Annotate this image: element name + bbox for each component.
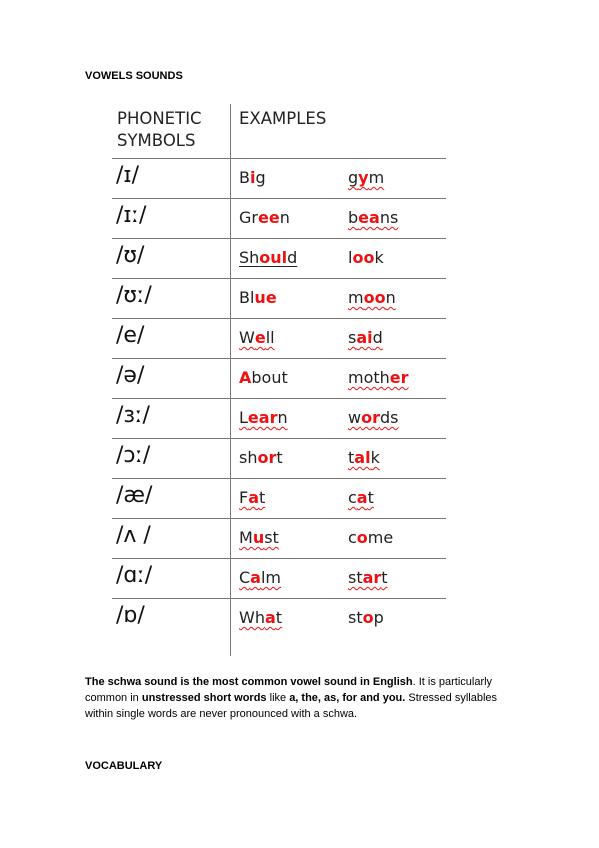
example-word-2 xyxy=(348,328,383,347)
word xyxy=(239,608,282,627)
table-row xyxy=(112,279,446,319)
word xyxy=(239,488,265,507)
phonetic-symbol: /e/ xyxy=(116,323,145,348)
example-word-1 xyxy=(239,448,283,467)
phonetic-symbol: /ə/ xyxy=(116,363,145,388)
phonetic-symbol: /ɔː/ xyxy=(116,443,151,468)
highlighted-letters: or xyxy=(361,408,380,427)
letters: t xyxy=(259,488,266,507)
letters: n xyxy=(279,208,290,227)
highlighted-letters: i xyxy=(249,168,256,187)
letters: M xyxy=(239,528,253,547)
para-text-3: Stressed syllables within single words are never pronounced with a schwa. xyxy=(85,692,498,720)
highlighted-letters: ea xyxy=(358,208,380,227)
table-row xyxy=(112,199,446,239)
word xyxy=(239,408,288,427)
letters: t xyxy=(367,488,374,507)
header-phonetic-symbols xyxy=(117,108,227,152)
letters: c xyxy=(348,528,357,547)
letters: moth xyxy=(348,368,390,387)
section-heading-vowels: VOWELS SOUNDS xyxy=(85,70,183,82)
example-word-1 xyxy=(239,208,290,227)
word xyxy=(348,328,383,347)
highlighted-letters: u xyxy=(252,528,265,547)
example-word-2 xyxy=(348,568,388,587)
word xyxy=(348,568,388,587)
word xyxy=(348,408,398,427)
phonetic-symbol: /ʌ / xyxy=(116,523,151,548)
highlighted-letters: al xyxy=(354,448,371,467)
phonetic-table xyxy=(112,98,446,658)
phonetic-symbol: /ɪː/ xyxy=(116,203,147,228)
para-text-2: like xyxy=(266,692,290,704)
example-word-2 xyxy=(348,208,398,227)
letters: ll xyxy=(265,328,275,347)
para-bold-2: unstressed short words xyxy=(141,692,267,704)
phonetic-symbol: /æ/ xyxy=(116,483,153,508)
letters: m xyxy=(368,168,385,187)
word xyxy=(239,528,279,547)
example-word-1 xyxy=(239,568,281,587)
highlighted-letters: a xyxy=(356,488,368,507)
letters: w xyxy=(348,408,362,427)
example-word-1 xyxy=(239,608,282,627)
word xyxy=(348,248,384,267)
letters: b xyxy=(348,208,359,227)
letters: Bl xyxy=(239,288,255,307)
word xyxy=(239,328,275,347)
letters: d xyxy=(372,328,383,347)
word xyxy=(239,568,281,587)
letters: t xyxy=(348,448,355,467)
letters: s xyxy=(348,328,357,347)
word xyxy=(239,168,266,187)
letters: t xyxy=(276,448,283,467)
highlighted-letters: or xyxy=(257,448,277,467)
word xyxy=(348,528,393,547)
highlighted-letters: o xyxy=(356,528,368,547)
example-word-2 xyxy=(348,608,384,627)
letters: d xyxy=(287,248,298,267)
letters: ds xyxy=(379,408,399,427)
highlighted-letters: e xyxy=(254,328,266,347)
example-word-2 xyxy=(348,288,396,307)
example-word-1 xyxy=(239,248,297,267)
letters: Gr xyxy=(239,208,258,227)
highlighted-letters: oo xyxy=(363,288,386,307)
example-word-1 xyxy=(239,528,279,547)
example-word-1 xyxy=(239,488,265,507)
word xyxy=(348,288,396,307)
highlighted-letters: ar xyxy=(362,568,382,587)
word xyxy=(239,368,288,387)
letters: lm xyxy=(260,568,281,587)
letters: W xyxy=(239,328,255,347)
word xyxy=(348,368,409,387)
word xyxy=(348,448,380,467)
para-bold-3: a, the, as, for and you. xyxy=(289,692,406,704)
letters: st xyxy=(348,608,363,627)
header-examples: EXAMPLES xyxy=(239,109,327,128)
para-bold-1: The schwa sound is the most common vowel sound in English xyxy=(85,676,413,688)
letters: L xyxy=(239,408,248,427)
letters: m xyxy=(348,288,364,307)
example-word-1 xyxy=(239,368,288,387)
letters: Wh xyxy=(239,608,265,627)
letters: me xyxy=(367,528,394,547)
highlighted-letters: a xyxy=(264,608,276,627)
letters: C xyxy=(239,568,251,587)
word xyxy=(239,248,297,267)
example-word-2 xyxy=(348,408,398,427)
letters: g xyxy=(255,168,266,187)
word xyxy=(239,208,290,227)
example-word-2 xyxy=(348,248,384,267)
highlighted-letters: a xyxy=(250,568,261,587)
letters: c xyxy=(348,488,357,507)
letters: n xyxy=(385,288,396,307)
example-word-2 xyxy=(348,448,380,467)
highlighted-letters: ear xyxy=(247,408,278,427)
letters: t xyxy=(275,608,283,627)
word xyxy=(239,448,283,467)
example-word-2 xyxy=(348,368,409,387)
letters: k xyxy=(374,248,384,267)
table-row xyxy=(112,479,446,519)
para-text-1: . It is particularly common in xyxy=(85,676,493,704)
word xyxy=(348,488,374,507)
phonetic-symbol: /ɑː/ xyxy=(116,563,153,588)
example-word-1 xyxy=(239,288,277,307)
table-row xyxy=(112,319,446,359)
example-word-2 xyxy=(348,528,393,547)
letters: st xyxy=(264,528,279,547)
phonetic-symbol: /ɒ/ xyxy=(116,603,145,628)
example-word-1 xyxy=(239,408,288,427)
highlighted-letters: ue xyxy=(254,288,277,307)
letters: st xyxy=(348,568,363,587)
table-row xyxy=(112,239,446,279)
highlighted-letters: A xyxy=(239,368,252,387)
table-row xyxy=(112,519,446,559)
highlighted-letters: er xyxy=(389,368,409,387)
example-word-1 xyxy=(239,168,266,187)
highlighted-letters: ai xyxy=(356,328,373,347)
phonetic-symbol: /ɜː/ xyxy=(116,403,150,428)
table-row xyxy=(112,559,446,599)
letters: sh xyxy=(239,448,258,467)
phonetic-symbol: /ʊ/ xyxy=(116,243,145,268)
example-word-1 xyxy=(239,328,275,347)
letters: k xyxy=(370,448,380,467)
table-row xyxy=(112,359,446,399)
example-word-2 xyxy=(348,168,384,187)
letters: F xyxy=(239,488,249,507)
letters: Sh xyxy=(239,248,260,267)
table-row xyxy=(112,439,446,479)
highlighted-letters: ee xyxy=(257,208,280,227)
word xyxy=(348,608,384,627)
table-row xyxy=(112,599,446,639)
word xyxy=(348,168,384,187)
example-word-2 xyxy=(348,488,374,507)
phonetic-symbol: /ɪ/ xyxy=(116,163,139,188)
word xyxy=(348,208,398,227)
letters: g xyxy=(348,168,359,187)
schwa-paragraph xyxy=(85,674,525,722)
letters: l xyxy=(348,248,353,267)
word xyxy=(239,288,277,307)
letters: p xyxy=(373,608,384,627)
highlighted-letters: o xyxy=(362,608,374,627)
header-symbols-line1: PHONETIC xyxy=(117,109,202,128)
highlighted-letters: oul xyxy=(259,248,288,267)
table-row xyxy=(112,399,446,439)
letters: ns xyxy=(379,208,399,227)
header-symbols-line2: SYMBOLS xyxy=(117,131,196,150)
phonetic-symbol: /ʊː/ xyxy=(116,283,152,308)
letters: n xyxy=(277,408,288,427)
letters: B xyxy=(239,168,250,187)
table-header-row xyxy=(112,98,446,159)
letters: bout xyxy=(251,368,288,387)
section-heading-vocabulary: VOCABULARY xyxy=(85,760,163,772)
letters: t xyxy=(381,568,388,587)
highlighted-letters: a xyxy=(248,488,259,507)
table-row xyxy=(112,159,446,199)
highlighted-letters: y xyxy=(358,168,369,187)
highlighted-letters: oo xyxy=(352,248,375,267)
